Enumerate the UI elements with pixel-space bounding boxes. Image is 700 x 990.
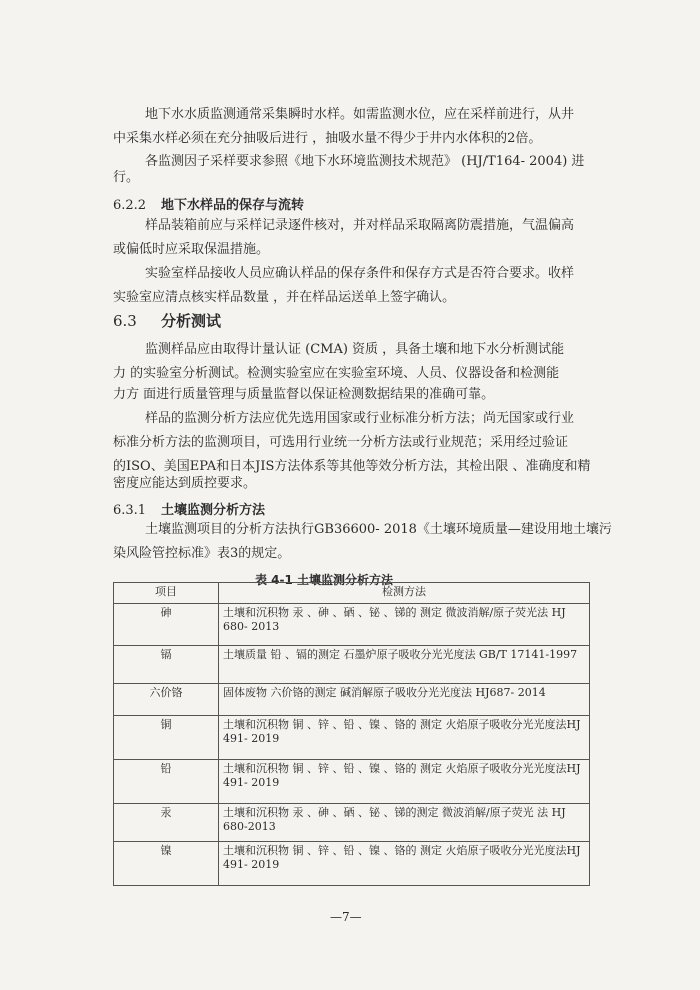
paragraph-line: 地下水水质监测通常采集瞬时水样。如需监测水位，应在采样前进行，从井 (145, 107, 575, 122)
paragraph-line: 标准分析方法的监测项目，可选用行业统一分析方法或行业规范；采用经过验证 (113, 435, 569, 450)
item-cell: 铜 (114, 716, 219, 760)
section-number: 6.2.2 (113, 198, 147, 213)
method-cell: 土壤和沉积物 汞 、砷 、硒 、铋 、锑的 测定 微波消解/原子荧光法 HJ 680- 2013 (219, 604, 590, 646)
paragraph-line: 密度应能达到质控要求。 (113, 476, 257, 491)
table-row (114, 760, 590, 804)
paragraph-line: 样品装箱前应与采样记录逐件核对，并对样品采取隔离防震措施，气温偏高 (145, 218, 575, 233)
column-header-item: 项目 (114, 583, 219, 604)
section-title: 土壤监测分析方法 (161, 503, 266, 518)
paragraph-line: 实验室样品接收人员应确认样品的保存条件和保存方式是否符合要求。收样 (145, 266, 575, 281)
method-cell: 土壤和沉积物 汞 、砷 、硒 、铋 、锑的测定 微波消解/原子荧光 法 HJ 680-2013 (219, 804, 590, 842)
table-row (114, 604, 590, 646)
paragraph-line: 监测样品应由取得计量认证 (CMA) 资质 ，具备土壤和地下水分析测试能 (145, 342, 565, 357)
paragraph-line: 土壤监测项目的分析方法执行GB36600- 2018《土壤环境质量—建设用地土壤污 (145, 522, 612, 537)
section-number: 6.3 (113, 312, 137, 330)
item-cell: 铅 (114, 760, 219, 804)
section-heading-6-2-2 (113, 194, 304, 213)
column-header-method: 检测方法 (219, 583, 590, 604)
item-cell: 镉 (114, 646, 219, 684)
paragraph-line: 各监测因子采样要求参照《地下水环境监测技术规范》 (HJ/T164- 2004) 进 (145, 154, 585, 169)
table-row (114, 842, 590, 886)
section-heading-6-3 (113, 310, 221, 331)
table-row (114, 716, 590, 760)
table-caption: 表 4-1 土壤监测分析方法 (255, 573, 394, 587)
paragraph-line: 样品的监测分析方法应优先选用国家或行业标准分析方法；尚无国家或行业 (145, 411, 575, 426)
item-cell: 汞 (114, 804, 219, 842)
section-title: 分析测试 (161, 312, 222, 330)
paragraph-line: 染风险管控标准》表3的规定。 (113, 546, 291, 561)
method-cell: 土壤质量 铅 、镉的测定 石墨炉原子吸收分光光度法 GB/T 17141-1997 (219, 646, 590, 684)
item-cell: 镍 (114, 842, 219, 886)
paragraph-line: 实验室应清点核实样品数量 ，并在样品运送单上签字确认。 (113, 290, 456, 305)
method-cell: 土壤和沉积物 铜 、锌 、铅 、镍 、铬的 测定 火焰原子吸收分光光度法HJ 491- 2019 (219, 760, 590, 804)
item-cell: 砷 (114, 604, 219, 646)
analysis-methods-table (113, 582, 590, 886)
table-row (114, 646, 590, 684)
item-cell: 六价铬 (114, 684, 219, 716)
table-row (114, 804, 590, 842)
table-row (114, 684, 590, 716)
table-header-row (114, 583, 590, 604)
paragraph-line: 力方 面进行质量管理与质量监督以保证检测数据结果的准确可靠。 (113, 387, 495, 402)
page-number: —7— (330, 910, 362, 924)
paragraph-line: 或偏低时应采取保温措施。 (113, 242, 270, 257)
section-heading-6-3-1 (113, 499, 265, 518)
paragraph-line: 中采集水样必须在充分抽吸后进行 ，抽吸水量不得少于井内水体积的2倍。 (113, 131, 542, 146)
method-cell: 固体废物 六价铬的测定 碱消解原子吸收分光光度法 HJ687- 2014 (219, 684, 590, 716)
method-cell: 土壤和沉积物 铜 、锌 、铅 、镍 、铬的 测定 火焰原子吸收分光光度法HJ 491- 2019 (219, 842, 590, 886)
method-cell: 土壤和沉积物 铜 、锌 、铅 、镍 、铬的 测定 火焰原子吸收分光光度法HJ 491- 2019 (219, 716, 590, 760)
section-title: 地下水样品的保存与流转 (161, 198, 305, 213)
paragraph-line: 力 的实验室分析测试。检测实验室应在实验室环境、人员、仪器设备和检测能 (113, 366, 560, 381)
section-number: 6.3.1 (113, 503, 147, 518)
paragraph-line: 行。 (113, 170, 140, 185)
paragraph-line: 的ISO、美国EPA和日本JIS方法体系等其他等效分析方法，其检出限 、准确度和精 (113, 459, 591, 474)
